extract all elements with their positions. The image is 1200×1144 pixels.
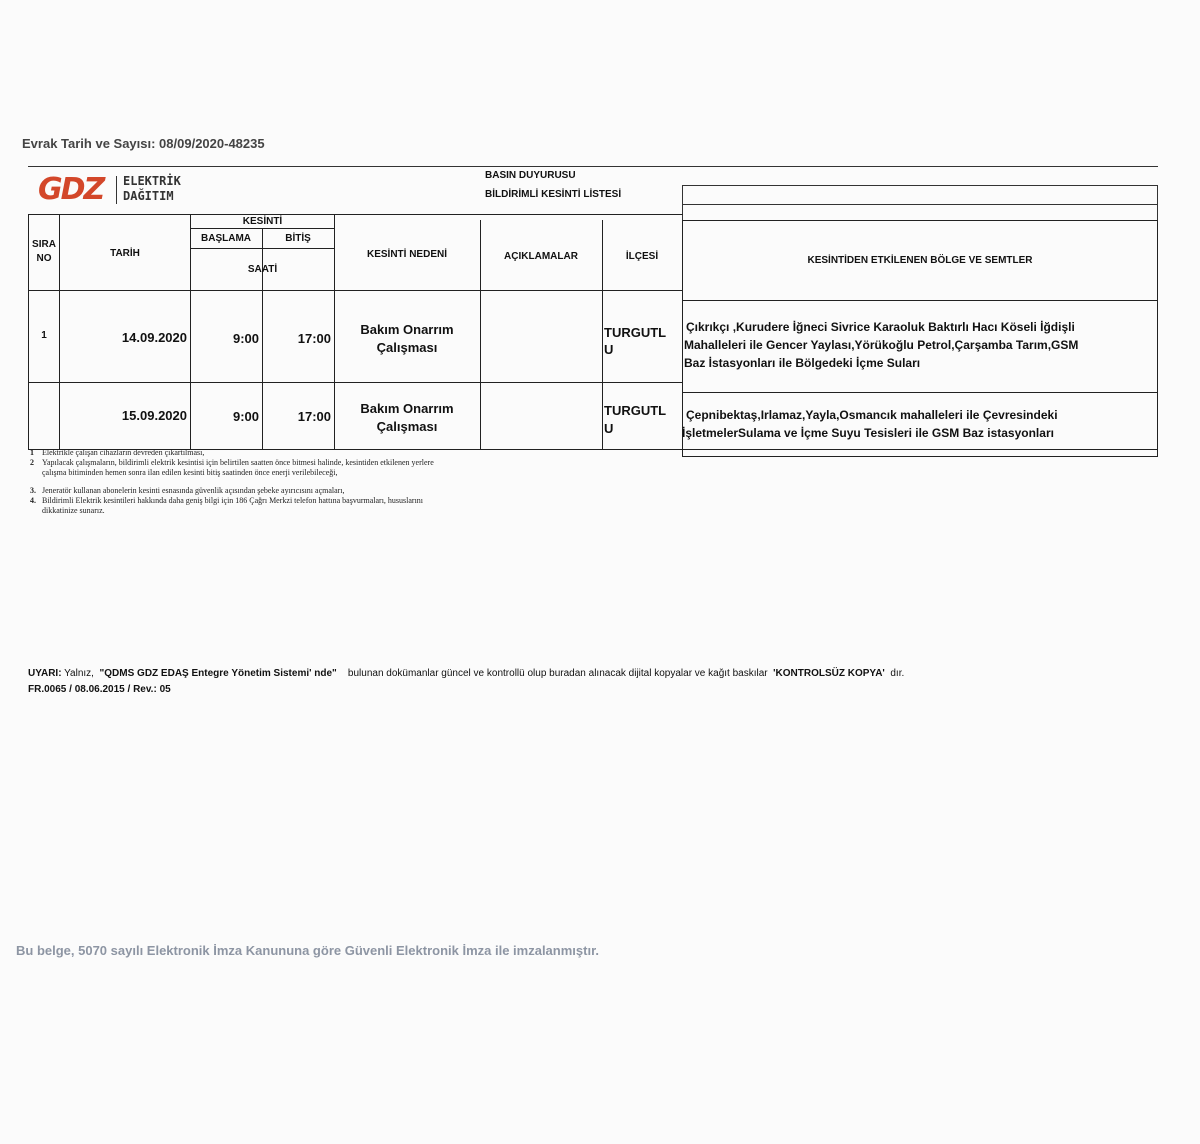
row2-ilce-1: TURGUTL xyxy=(604,403,667,418)
note-item xyxy=(30,496,450,516)
row1-ilce-1: TURGUTL xyxy=(604,325,667,340)
row2-bolge-1: Çepnibektaş,Irlamaz,Yayla,Osmancık mahalleleri ile Çevresindeki xyxy=(686,408,1058,422)
row1-neden-2: Çalışması xyxy=(376,340,438,355)
row2-baslama: 9:00 xyxy=(232,409,259,424)
row1-sira: 1 xyxy=(41,330,47,341)
press-release-title: BASIN DUYURUSU xyxy=(485,170,576,181)
header-bolgeler: KESİNTİDEN ETKİLENEN BÖLGE VE SEMTLER xyxy=(807,255,1033,266)
header-rule xyxy=(28,166,1158,167)
note-item xyxy=(30,458,450,478)
header-aciklamalar: AÇIKLAMALAR xyxy=(504,251,578,262)
row1-bolge-2: Mahalleleri ile Gencer Yaylası,Yörükoğlu Petrol,Çarşamba Tarım,GSM xyxy=(684,338,1079,352)
company-logo xyxy=(38,172,188,208)
note-number: 2 xyxy=(30,458,34,467)
logo-divider xyxy=(116,176,117,204)
row1-tarih: 14.09.2020 xyxy=(121,330,187,345)
header-baslama: BAŞLAMA xyxy=(201,233,251,244)
warning-label: UYARI: xyxy=(28,668,62,679)
warning-kopya: 'KONTROLSÜZ KOPYA' xyxy=(773,668,885,679)
notes-list xyxy=(30,448,450,516)
row2-bolge-2: İşletmelerSulama ve İçme Suyu Tesisleri ile GSM Baz istasyonları xyxy=(682,426,1054,440)
note-number: 1 xyxy=(30,448,34,457)
warning-middle: bulunan dokümanlar güncel ve kontrollü olup buradan alınacak dijital kopyalar ve kağıt baskılar xyxy=(336,668,774,679)
header-no: NO xyxy=(36,253,52,264)
document-reference: Evrak Tarih ve Sayısı: 08/09/2020-48235 xyxy=(22,136,265,151)
logo-line-1: ELEKTRİK xyxy=(123,174,181,188)
header-neden: KESİNTİ NEDENİ xyxy=(366,249,447,260)
header-saati: SAATİ xyxy=(247,264,278,275)
form-number: FR.0065 / 08.06.2015 / Rev.: 05 xyxy=(28,684,171,695)
row1-bolge-3: Baz İstasyonları ile Bölgedeki İçme Suları xyxy=(684,356,921,370)
note-text: Elektrikle çalışan cihazların devreden çıkartılması, xyxy=(42,448,205,457)
outage-table xyxy=(28,214,1158,458)
list-title: BİLDİRİMLİ KESİNTİ LİSTESİ xyxy=(485,189,622,200)
row2-bitis: 17:00 xyxy=(297,409,331,424)
note-text: Jeneratör kullanan abonelerin kesinti esnasında güvenlik açısından şebeke ayırıcısını açmaları, xyxy=(42,486,345,495)
warning-post: dır. xyxy=(884,668,905,679)
row2-neden-2: Çalışması xyxy=(376,419,438,434)
warning-line xyxy=(28,668,904,679)
row2-tarih: 15.09.2020 xyxy=(121,408,187,423)
note-text: Bildirimli Elektrik kesintileri hakkında daha geniş bilgi için 186 Çağrı Merkzi telefon hattına başvurmaları, hususlarını dikkatinize sunarız. xyxy=(42,496,424,515)
header-ilce: İLÇESİ xyxy=(625,251,659,262)
note-item xyxy=(30,486,450,496)
row1-neden-1: Bakım Onarrım xyxy=(360,322,454,337)
row2-ilce-2: U xyxy=(604,421,614,436)
header-tarih: TARİH xyxy=(110,248,140,259)
header-bitis: BİTİŞ xyxy=(285,233,311,244)
note-number: 4. xyxy=(30,496,36,505)
note-item xyxy=(30,448,450,458)
row1-baslama: 9:00 xyxy=(232,331,259,346)
row2-neden-1: Bakım Onarrım xyxy=(360,401,454,416)
header-sira: SIRA xyxy=(32,239,56,250)
logo-line-2: DAĞITIM xyxy=(123,189,174,203)
e-signature-note: Bu belge, 5070 sayılı Elektronik İmza Kanununa göre Güvenli Elektronik İmza ile imzalanmıştır. xyxy=(16,943,600,958)
row1-bolge-1: Çıkrıkçı ,Kurudere İğneci Sivrice Karaoluk Baktırlı Hacı Köseli İğdişli xyxy=(686,320,1075,334)
note-number: 3. xyxy=(30,486,36,495)
warning-pre: Yalnız, xyxy=(61,668,100,679)
row1-ilce-2: U xyxy=(604,342,614,357)
row1-bitis: 17:00 xyxy=(297,331,331,346)
logo-brand: GDZ xyxy=(38,172,104,207)
warning-system: "QDMS GDZ EDAŞ Entegre Yönetim Sistemi' nde" xyxy=(99,668,337,679)
header-kesinti: KESİNTİ xyxy=(242,216,283,227)
note-text: Yapılacak çalışmaların, bildirimli elektrik kesintisi için belirtilen saatten önce bitmesi halinde, kesintiden etkilenen yerlere çalışma bitiminden hemen sonra ilan edilen kesinti bitiş saatinden önce enerji verilebileceği, xyxy=(42,458,434,477)
